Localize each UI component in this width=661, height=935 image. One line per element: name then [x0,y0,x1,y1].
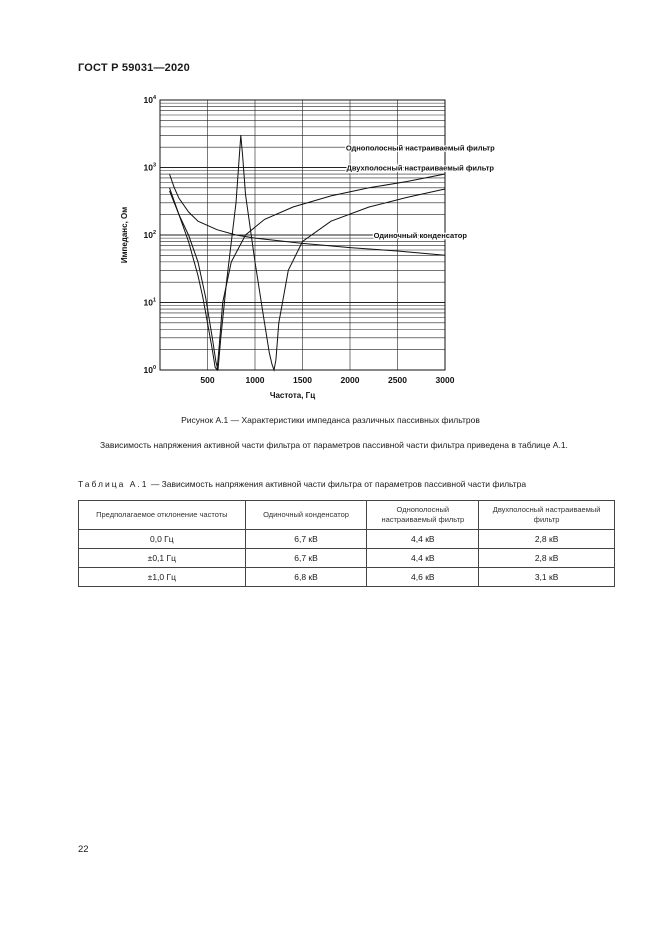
y-tick-label: $10^2$ [143,230,156,240]
y-axis-title: Импеданс, Ом [120,206,129,264]
x-tick-label: 1500 [293,375,312,385]
figure-caption: Рисунок А.1 — Характеристики импеданса различных пассивных фильтров [181,415,480,425]
table-cell: 2,8 кВ [479,549,615,568]
curve-label: Двухполосный настраиваемый фильтр [346,163,495,173]
table-cell: 3,1 кВ [479,568,615,587]
table-cell: 4,4 кВ [367,549,479,568]
curve-label: Одиночный конденсатор [373,231,467,241]
table-cell: 4,6 кВ [367,568,479,587]
table-cell: 4,4 кВ [367,530,479,549]
header-single-capacitor: Одиночный конденсатор [245,501,367,530]
table-cell: ±0,1 Гц [79,549,246,568]
table-cell: 6,7 кВ [245,530,367,549]
curve-label: Однополосный настраиваемый фильтр [345,143,495,153]
table-cell: 6,7 кВ [245,549,367,568]
table-cell: 6,8 кВ [245,568,367,587]
body-paragraph: Зависимость напряжения активной части фильтра от параметров пассивной части фильтра приведена в таблице А.1. [100,440,568,450]
table-title-prefix: Таблица А.1 [78,479,149,489]
table-row [79,530,615,549]
voltage-table [78,500,615,587]
header-double-tuned-filter: Двухполосный настраиваемый фильтр [479,501,615,530]
header-frequency-deviation: Предполагаемое отклонение частоты [79,501,246,530]
page-number: 22 [78,844,89,855]
header-single-tuned-filter: Однополосный настраиваемый фильтр [367,501,479,530]
y-tick-label: $10^0$ [143,365,156,375]
impedance-chart [112,90,495,400]
table-row [79,549,615,568]
x-tick-label: 2500 [388,375,407,385]
table-title [78,479,526,489]
x-tick-label: 1000 [245,375,265,385]
table-title-text: — Зависимость напряжения активной части фильтра от параметров пассивной части фильтра [148,479,527,489]
table-cell: 2,8 кВ [479,530,615,549]
x-tick-label: 3000 [435,375,455,385]
table-row [79,568,615,587]
series-line-1 [170,174,446,370]
y-tick-label: $10^3$ [143,162,156,173]
document-header: ГОСТ Р 59031—2020 [78,62,190,74]
y-tick-label: $10^1$ [143,297,156,308]
x-tick-label: 2000 [340,375,360,385]
x-axis-title: Частота, Гц [269,391,316,400]
table-header-row [79,501,615,530]
y-tick-label: $10^4$ [143,95,156,105]
x-tick-label: 500 [200,375,215,385]
table-cell: 0,0 Гц [79,530,246,549]
table-cell: ±1,0 Гц [79,568,246,587]
